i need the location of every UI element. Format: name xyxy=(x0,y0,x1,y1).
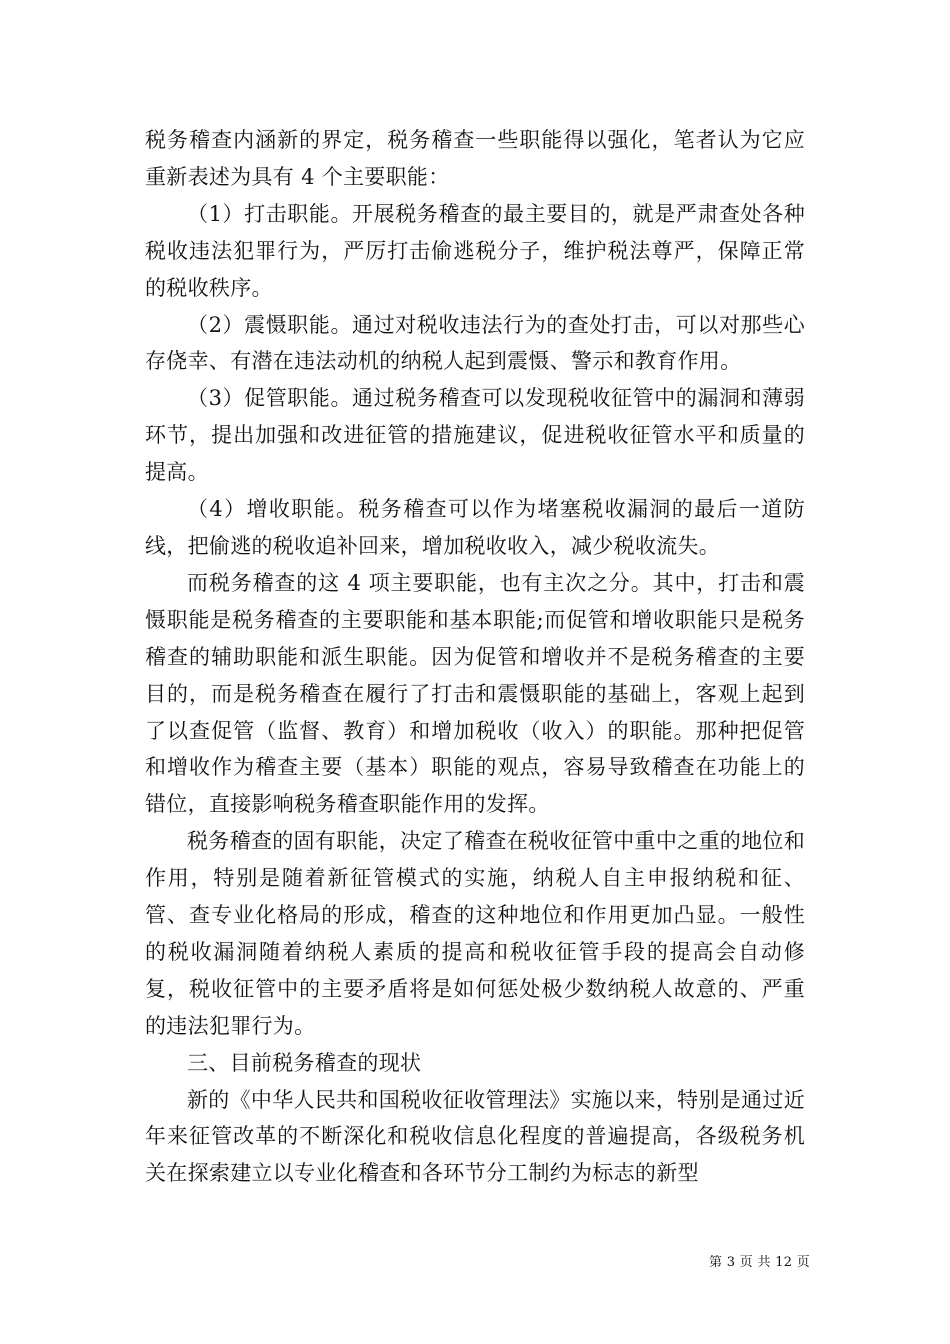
section-heading: 三、目前税务稽查的现状 xyxy=(187,1050,422,1075)
paragraph-function-4: （4）增收职能。税务稽查可以作为堵塞税收漏洞的最后一道防线，把偷逃的税收追补回来，增加税收收入，减少税收流失。 xyxy=(145,497,805,558)
page-number: 第 3 页 共 12 页 xyxy=(709,1255,811,1270)
paragraph-function-2: （2）震慑职能。通过对税收违法行为的查处打击，可以对那些心存侥幸、有潜在违法动机的纳税人起到震慑、警示和教育作用。 xyxy=(145,312,805,374)
paragraph-priority: 而税务稽查的这 4 项主要职能，也有主次之分。其中，打击和震慑职能是税务稽查的主要职能和基本职能;而促管和增收职能只是税务稽查的辅助职能和派生职能。因为促管和增收并不是税务稽查的主要目的，而是税务稽查在履行了打击和震慑职能的基础上，客观上起到了以查促管（监督、教育）和增加税收（收入）的职能。那种把促管和增收作为稽查主要（基本）职能的观点，容易导致稽查在功能上的错位，直接影响税务稽查职能作用的发挥。 xyxy=(145,570,805,817)
paragraph-function-1: （1）打击职能。开展税务稽查的最主要目的，就是严肃查处各种税收违法犯罪行为，严厉打击偷逃税分子，维护税法尊严，保障正常的税收秩序。 xyxy=(145,201,805,300)
paragraph-function-3: （3）促管职能。通过税务稽查可以发现税收征管中的漏洞和薄弱环节，提出加强和改进征管的措施建议，促进税收征管水平和质量的提高。 xyxy=(145,386,805,485)
paragraph-inherent-function: 税务稽查的固有职能，决定了稽查在税收征管中重中之重的地位和作用，特别是随着新征管模式的实施，纳税人自主申报纳税和征、管、查专业化格局的形成，稽查的这种地位和作用更加凸显。一般性的税收漏洞随着纳税人素质的提高和税收征管手段的提高会自动修复，税收征管中的主要矛盾将是如何惩处极少数纳税人故意的、严重的违法犯罪行为。 xyxy=(145,829,805,1038)
paragraph-current-status: 新的《中华人民共和国税收征收管理法》实施以来，特别是通过近年来征管改革的不断深化和税收信息化程度的普遍提高，各级税务机关在探索建立以专业化稽查和各环节分工制约为标志的新型 xyxy=(145,1087,805,1186)
document-body xyxy=(145,122,805,1192)
paragraph-intro: 税务稽查内涵新的界定，税务稽查一些职能得以强化，笔者认为它应重新表述为具有 4 个主要职能： xyxy=(145,128,805,189)
